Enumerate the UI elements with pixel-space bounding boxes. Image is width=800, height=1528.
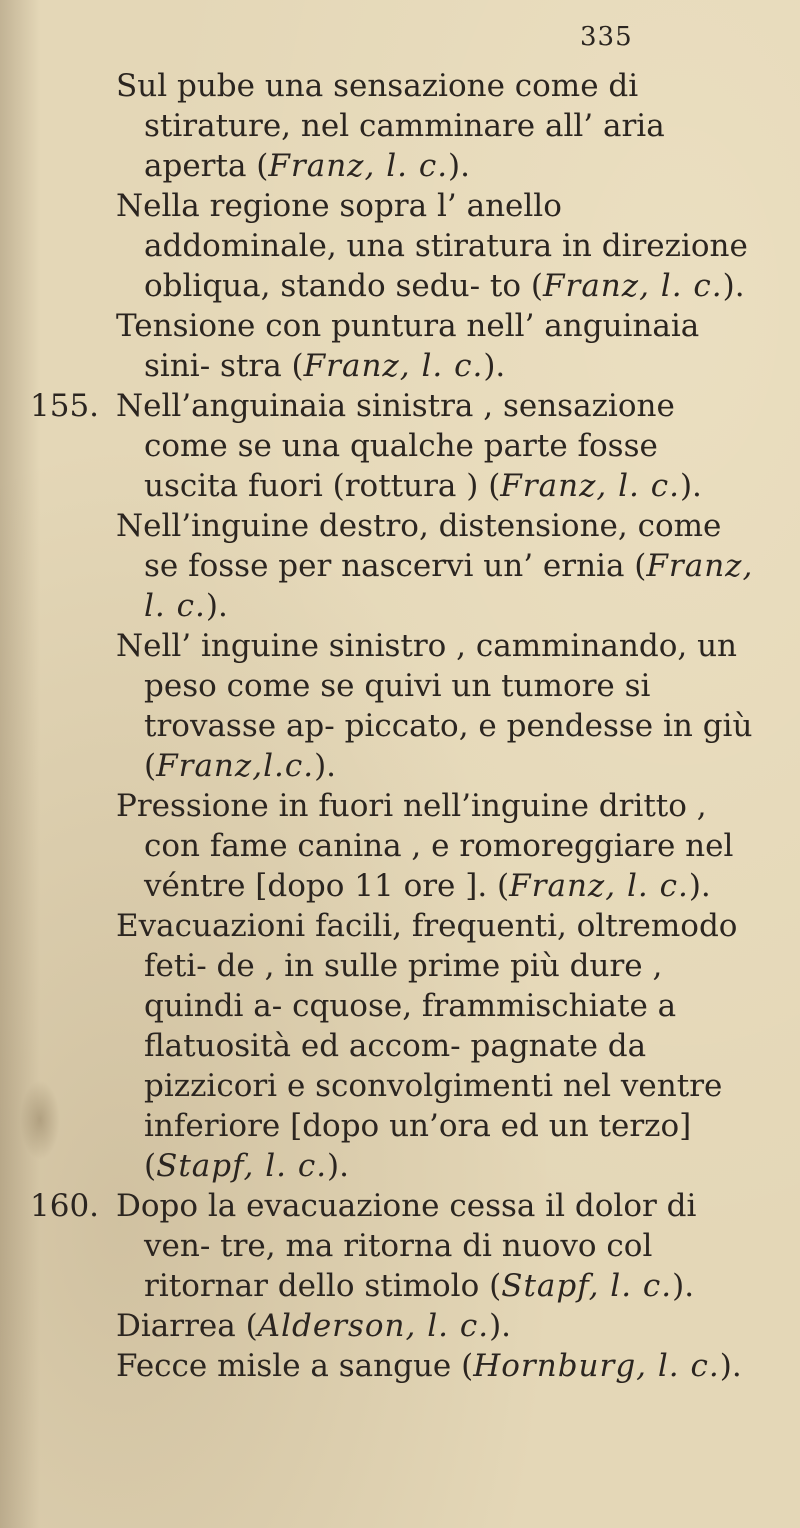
entry-citation: Franz, l. c. [542, 268, 723, 304]
entry-citation: Franz,l.c. [156, 748, 315, 784]
entry-end: ). [205, 588, 228, 624]
symptom-list [30, 66, 760, 1386]
entry-end: ). [327, 1148, 349, 1184]
entry-end: ). [448, 148, 470, 184]
symptom-entry [60, 1306, 760, 1346]
symptom-entry [60, 786, 760, 906]
symptom-entry: 155. Nell’anguinaia sinistra , sensazione come se una qualche parte fosse uscita fuori (rottura ) (Franz, l. c.). [30, 388, 702, 504]
symptom-entry [60, 1346, 760, 1386]
entry-text: Nell’inguine destro, distensione, come se fosse per nascervi un’ ernia ( [116, 508, 722, 584]
entry-text: Tensione con puntura nell’ anguinaia sini- stra ( [116, 308, 700, 384]
symptom-entry [60, 66, 760, 186]
entry-end: ). [688, 868, 711, 904]
entry-text: Dopo la evacuazione cessa il dolor di ven- tre, ma ritorna di nuovo col ritornar dello stimolo ( [116, 1188, 697, 1304]
entry-text: Sul pube una sensazione come di stirature, nel camminare all’ aria aperta ( [116, 68, 665, 184]
entry-citation: Franz, l. c. [303, 348, 484, 384]
entry-citation: Stapf, l. c. [156, 1148, 328, 1184]
symptom-entry [60, 906, 760, 1186]
entry-end: ). [489, 1308, 512, 1344]
symptom-entry [60, 306, 760, 386]
entry-text: Fecce misle a sangue ( [116, 1348, 474, 1384]
entry-text: Pressione in fuori nell’inguine dritto , con fame canina , e romoreggiare nel véntre [dopo 11 ore ]. ( [116, 788, 734, 904]
entry-end: ). [483, 348, 506, 384]
entry-end: ). [722, 268, 745, 304]
symptom-entry: 160. Dopo la evacuazione cessa il dolor di ven- tre, ma ritorna di nuovo col ritornar dello stimolo (Stapf, l. c.). [30, 1188, 697, 1304]
entry-citation: Franz, l. c. [144, 548, 754, 624]
entry-text: Evacuazioni facili, frequenti, oltremodo feti- de , in sulle prime più dure , quindi a- cquose, frammischiate a flatuosità ed accom- pagnate da pizzicori e sconvolgimenti nel ventre inferiore [dopo un’ora ed un terzo] ( [116, 908, 738, 1184]
entry-end: ). [679, 468, 702, 504]
entry-text: Nell’anguinaia sinistra , sensazione come se una qualche parte fosse uscita fuori (rottura ) ( [116, 388, 675, 504]
entry-end: ). [672, 1268, 695, 1304]
entry-text: Diarrea ( [116, 1308, 258, 1344]
entry-citation: Alderson, l. c. [257, 1308, 490, 1344]
page-number: 335 [580, 22, 633, 52]
entry-citation: Franz, l. c. [509, 868, 689, 904]
entry-end: ). [719, 1348, 742, 1384]
entry-citation: Franz, l. c. [500, 468, 680, 504]
entry-text: Nella regione sopra l’ anello addominale, una stiratura in direzione obliqua, stando sedu- to ( [116, 188, 748, 304]
entry-end: ). [314, 748, 337, 784]
symptom-entry [60, 186, 760, 306]
symptom-entry [60, 626, 760, 786]
entry-text: Nell’ inguine sinistro , camminando, un peso come se quivi un tumore si trovasse ap- piccato, e pendesse in giù ( [116, 628, 753, 784]
entry-citation: Franz, l. c. [268, 148, 449, 184]
paper-stain [20, 1080, 60, 1160]
symptom-entry [60, 506, 760, 626]
entry-citation: Hornburg, l. c. [473, 1348, 720, 1384]
entry-citation: Stapf, l. c. [501, 1268, 673, 1304]
